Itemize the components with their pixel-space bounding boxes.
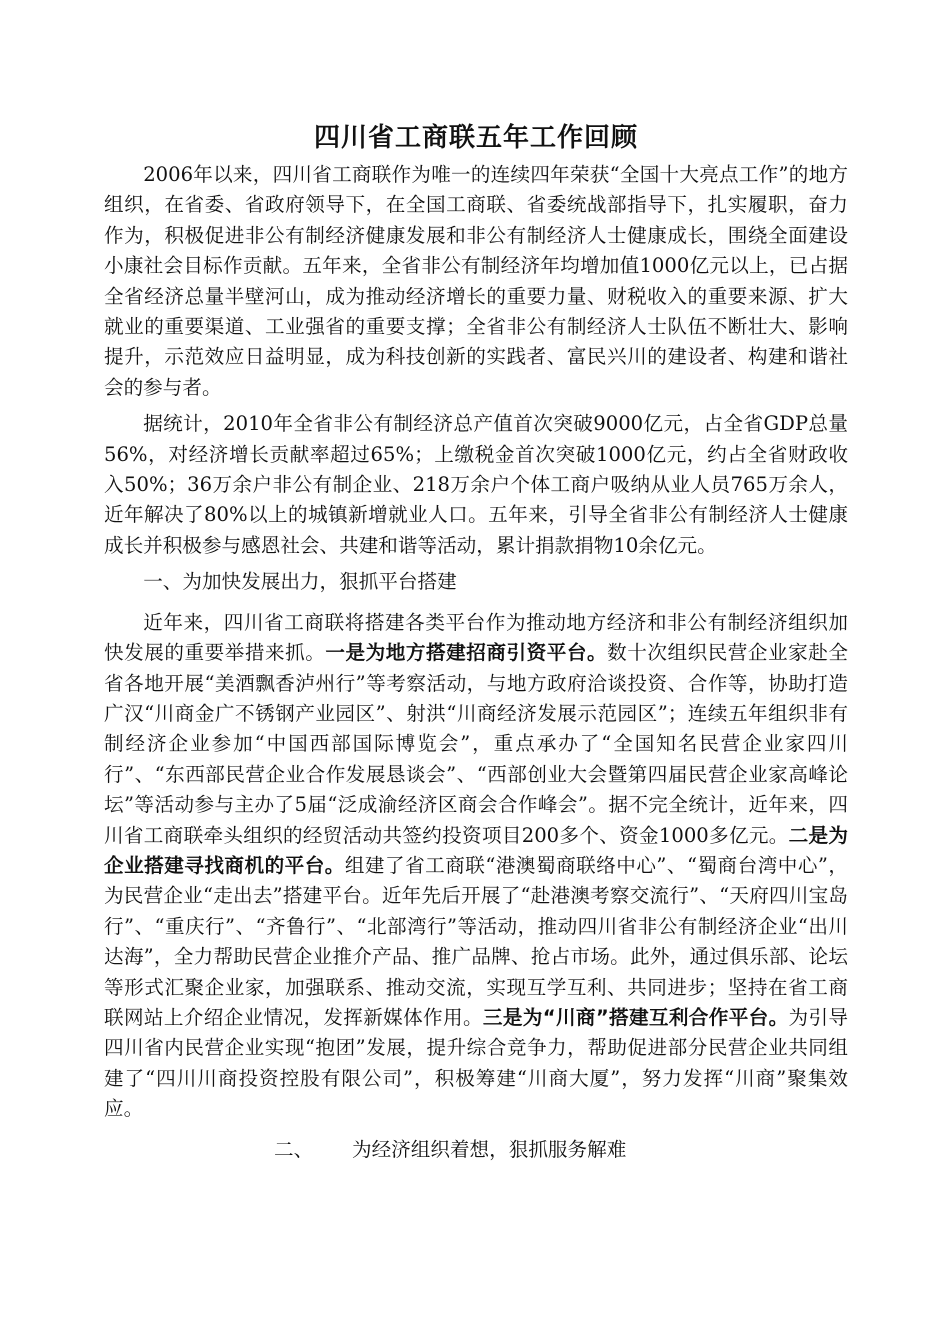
platforms-text-c: 组建了省工商联“港澳蜀商联络中心”、“蜀商台湾中心”，为民营企业“走出去”搭建平台。近年先后开展了“赴港澳考察交流行”、“天府四川宝岛行”、“重庆行”、“齐鲁行”、“北部湾行”等活动，推动四川省非公有制经济企业“出川达海”，全力帮助民营企业推介产品、推广品牌、抢占市场。此外，通过俱乐部、论坛等形式汇聚企业家，加强联系、推动交流，实现互学互利、共同进步；坚持在省工商联网站上介绍企业情况，发挥新媒体作用。 xyxy=(104,853,848,1029)
document-page xyxy=(104,118,848,1165)
paragraph-platforms xyxy=(104,608,848,1125)
platforms-highlight-1: 一是为地方搭建招商引资平台。 xyxy=(325,641,608,665)
paragraph-statistics: 据统计，2010年全省非公有制经济总产值首次突破9000亿元，占全省GDP总量56%，对经济增长贡献率超过65%；上缴税金首次突破1000亿元，约占全省财政收入50%；36万余户非公有制企业、218万余户个体工商户吸纳从业人员765万余人，近年解决了80%以上的城镇新增就业人口。五年来，引导全省非公有制经济人士健康成长并积极参与感恩社会、共建和谐等活动，累计捐款捐物10余亿元。 xyxy=(104,412,848,557)
platforms-highlight-2: 二是为企业搭建寻找商机的平台。 xyxy=(104,823,849,877)
section-2-number: 二、 xyxy=(274,1137,314,1161)
section-2-title: 为经济组织着想，狠抓服务解难 xyxy=(352,1137,627,1161)
section-2-heading xyxy=(104,1135,848,1165)
platforms-text-d: 为引导四川省内民营企业实现“抱团”发展，提升综合竞争力，帮助促进部分民营企业共同组建了“四川川商投资控股有限公司”，积极筹建“川商大厦”，努力发挥“川商”聚集效应。 xyxy=(104,1005,849,1121)
platforms-highlight-3: 三是为“川商”搭建互利合作平台。 xyxy=(482,1005,789,1029)
document-title: 四川省工商联五年工作回顾 xyxy=(313,123,638,153)
paragraph-intro: 2006年以来，四川省工商联作为唯一的连续四年荣获“全国十大亮点工作”的地方组织，在省委、省政府领导下，在全国工商联、省委统战部指导下，扎实履职，奋力作为，积极促进非公有制经济健康发展和非公有制经济人士健康成长，围绕全面建设小康社会目标作贡献。五年来，全省非公有制经济年均增加值1000亿元以上，已占据全省经济总量半壁河山，成为推动经济增长的重要力量、财税收入的重要来源、扩大就业的重要渠道、工业强省的重要支撑；全省非公有制经济人士队伍不断壮大、影响提升，示范效应日益明显，成为科技创新的实践者、富民兴川的建设者、构建和谐社会的参与者。 xyxy=(104,163,848,399)
platforms-text-b: 数十次组织民营企业家赴全省各地开展“美酒飘香泸州行”等考察活动，与地方政府洽谈投资、合作等，协助打造广汉“川商金广不锈钢产业园区”、射洪“川商经济发展示范园区”；连续五年组织非有制经济企业参加“中国西部国际博览会”，重点承办了“全国知名民营企业家四川行”、“东西部民营企业合作发展恳谈会”、“西部创业大会暨第四届民营企业家高峰论坛”等活动参与主办了5届“泛成渝经济区商会合作峰会”。据不完全统计，近年来，四川省工商联牵头组织的经贸活动共签约投资项目200多个、资金1000多亿元。 xyxy=(104,641,849,847)
platforms-text-a: 近年来，四川省工商联将搭建各类平台作为推动地方经济和非公有制经济组织加快发展的重要举措来抓。 xyxy=(104,610,848,665)
section-1-heading: 一、为加快发展出力，狠抓平台搭建 xyxy=(143,570,457,594)
